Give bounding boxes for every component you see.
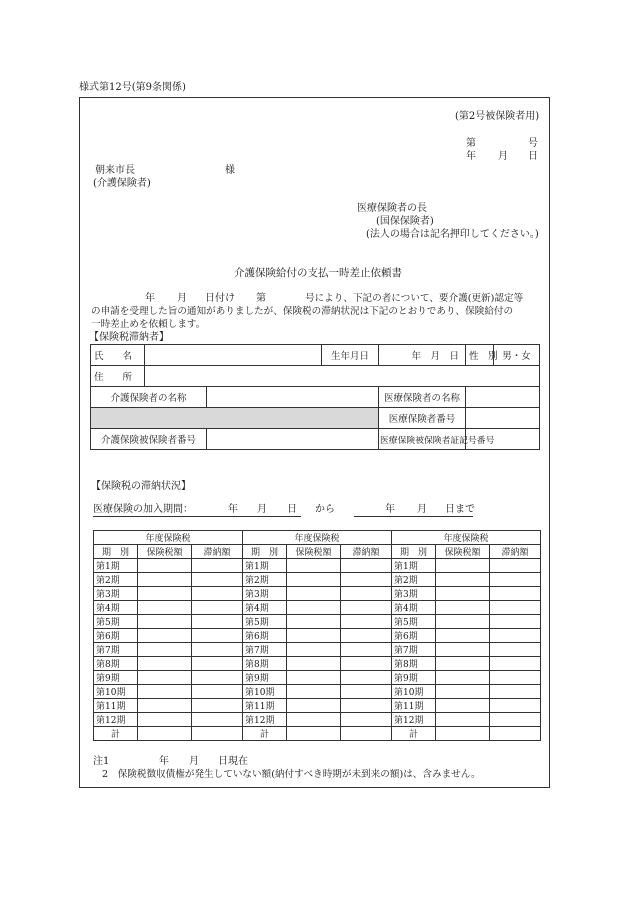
period-cell: 第12期 bbox=[94, 713, 138, 727]
sender-note: (法人の場合は記名押印してください。) bbox=[366, 229, 539, 240]
table-row bbox=[392, 601, 541, 615]
arrears-cell[interactable] bbox=[192, 643, 243, 657]
tax-amount-cell[interactable] bbox=[138, 671, 192, 685]
total-tax-cell[interactable] bbox=[138, 727, 192, 741]
date-year: 年 bbox=[466, 151, 476, 162]
period-cell: 第3期 bbox=[94, 587, 138, 601]
document-title: 介護保険給付の支払一時差止依頼書 bbox=[234, 267, 402, 279]
year-header: 年度保険税 bbox=[94, 531, 243, 545]
table-row bbox=[94, 671, 243, 685]
care-insured-no-label: 介護保険被保険者番号 bbox=[91, 429, 207, 450]
tax-amount-cell[interactable] bbox=[436, 615, 490, 629]
arrears-cell[interactable] bbox=[490, 671, 541, 685]
total-label: 計 bbox=[392, 727, 436, 741]
period-cell: 第6期 bbox=[243, 629, 287, 643]
table-row bbox=[392, 559, 541, 573]
table-row bbox=[243, 601, 392, 615]
table-row bbox=[392, 657, 541, 671]
arrears-cell[interactable] bbox=[341, 657, 392, 671]
table-row bbox=[243, 685, 392, 699]
col-tax: 保険税額 bbox=[138, 545, 192, 559]
tax-amount-cell[interactable] bbox=[138, 615, 192, 629]
arrears-cell[interactable] bbox=[341, 699, 392, 713]
tax-amount-cell[interactable] bbox=[138, 629, 192, 643]
tax-amount-cell[interactable] bbox=[138, 713, 192, 727]
period-cell: 第2期 bbox=[392, 573, 436, 587]
care-insured-no-value[interactable] bbox=[207, 429, 379, 450]
arrears-cell[interactable] bbox=[192, 573, 243, 587]
arrears-cell[interactable] bbox=[490, 643, 541, 657]
period-cell: 第11期 bbox=[243, 699, 287, 713]
arrears-cell[interactable] bbox=[490, 573, 541, 587]
tax-amount-cell[interactable] bbox=[287, 699, 341, 713]
period-cell: 第12期 bbox=[243, 713, 287, 727]
period-month: 月 bbox=[257, 504, 267, 515]
period-cell: 第6期 bbox=[94, 629, 138, 643]
year-header: 年度保険税 bbox=[392, 531, 541, 545]
tax-amount-cell[interactable] bbox=[138, 699, 192, 713]
period-cell: 第6期 bbox=[392, 629, 436, 643]
table-row bbox=[392, 615, 541, 629]
tax-amount-cell[interactable] bbox=[436, 643, 490, 657]
arrears-cell[interactable] bbox=[341, 587, 392, 601]
tax-amount-cell[interactable] bbox=[436, 601, 490, 615]
period-day: 日 bbox=[287, 504, 297, 515]
addressee-city-head: 朝来市長 bbox=[95, 165, 135, 176]
period-underline-2 bbox=[354, 516, 473, 517]
arrears-cell[interactable] bbox=[341, 573, 392, 587]
table-row bbox=[94, 629, 243, 643]
period-cell: 第3期 bbox=[392, 587, 436, 601]
period-underline bbox=[93, 516, 301, 517]
table-row bbox=[243, 671, 392, 685]
sex-label: 性 別 bbox=[466, 345, 494, 366]
tax-amount-cell[interactable] bbox=[287, 587, 341, 601]
arrears-cell[interactable] bbox=[490, 629, 541, 643]
col-period: 期 別 bbox=[392, 545, 436, 559]
table-row bbox=[243, 559, 392, 573]
payment-table-3 bbox=[391, 530, 541, 741]
total-tax-cell[interactable] bbox=[287, 727, 341, 741]
arrears-cell[interactable] bbox=[490, 559, 541, 573]
table-row bbox=[94, 559, 243, 573]
insurer-name-value[interactable] bbox=[207, 387, 379, 408]
note2: 2 保険税徴収債権が発生していない額(納付すべき時期が未到来の額)は、含みません。 bbox=[102, 769, 481, 780]
period-from: から bbox=[315, 504, 335, 515]
address-label: 住 所 bbox=[91, 366, 145, 387]
tax-amount-cell[interactable] bbox=[138, 573, 192, 587]
tax-amount-cell[interactable] bbox=[287, 601, 341, 615]
tax-amount-cell[interactable] bbox=[436, 573, 490, 587]
arrears-cell[interactable] bbox=[490, 601, 541, 615]
year-header: 年度保険税 bbox=[243, 531, 392, 545]
period-cell: 第8期 bbox=[243, 657, 287, 671]
note1-label: 注1 bbox=[93, 756, 110, 767]
total-tax-cell[interactable] bbox=[436, 727, 490, 741]
table-row bbox=[94, 643, 243, 657]
total-arrears-cell[interactable] bbox=[192, 727, 243, 741]
period-cell: 第9期 bbox=[392, 671, 436, 685]
table-row bbox=[392, 699, 541, 713]
period-cell: 第5期 bbox=[94, 615, 138, 629]
body-month: 月 bbox=[177, 293, 187, 304]
tax-amount-cell[interactable] bbox=[436, 671, 490, 685]
table-row bbox=[243, 713, 392, 727]
table-row bbox=[94, 699, 243, 713]
note1-day: 日現在 bbox=[218, 756, 248, 767]
table-row bbox=[243, 643, 392, 657]
date-day: 日 bbox=[528, 151, 538, 162]
tax-amount-cell[interactable] bbox=[436, 685, 490, 699]
tax-amount-cell[interactable] bbox=[138, 601, 192, 615]
tax-amount-cell[interactable] bbox=[287, 559, 341, 573]
period-until-month: 月 bbox=[417, 504, 427, 515]
arrears-cell[interactable] bbox=[490, 699, 541, 713]
body-year: 年 bbox=[145, 293, 155, 304]
period-cell: 第8期 bbox=[392, 657, 436, 671]
sender-title: 医療保険者の長 bbox=[357, 203, 427, 214]
doc-number-go: 号 bbox=[528, 138, 538, 149]
period-until-year: 年 bbox=[385, 504, 395, 515]
arrears-cell[interactable] bbox=[341, 601, 392, 615]
note1-year: 年 bbox=[159, 756, 169, 767]
arrears-cell[interactable] bbox=[192, 685, 243, 699]
tax-amount-cell[interactable] bbox=[138, 559, 192, 573]
med-insurer-name-value[interactable] bbox=[466, 387, 540, 408]
insurer-name-label: 介護保険者の名称 bbox=[91, 387, 207, 408]
table-row bbox=[94, 713, 243, 727]
tax-amount-cell[interactable] bbox=[287, 657, 341, 671]
doc-number-dai: 第 bbox=[466, 138, 476, 149]
table-row bbox=[243, 615, 392, 629]
arrears-cell[interactable] bbox=[192, 587, 243, 601]
period-cell: 第4期 bbox=[392, 601, 436, 615]
period-cell: 第10期 bbox=[243, 685, 287, 699]
arrears-cell[interactable] bbox=[192, 629, 243, 643]
period-cell: 第7期 bbox=[94, 643, 138, 657]
col-tax: 保険税額 bbox=[436, 545, 490, 559]
tax-amount-cell[interactable] bbox=[436, 629, 490, 643]
addressee-sama: 様 bbox=[225, 165, 235, 176]
period-cell: 第3期 bbox=[243, 587, 287, 601]
period-cell: 第7期 bbox=[243, 643, 287, 657]
payment-table-2 bbox=[242, 530, 392, 741]
arrears-cell[interactable] bbox=[341, 713, 392, 727]
total-arrears-cell[interactable] bbox=[490, 727, 541, 741]
note1-month: 月 bbox=[189, 756, 199, 767]
delinquent-info-table bbox=[90, 344, 540, 450]
total-arrears-cell[interactable] bbox=[341, 727, 392, 741]
tax-amount-cell[interactable] bbox=[436, 699, 490, 713]
tax-amount-cell[interactable] bbox=[287, 685, 341, 699]
table-row bbox=[243, 657, 392, 671]
arrears-cell[interactable] bbox=[192, 671, 243, 685]
period-cell: 第11期 bbox=[94, 699, 138, 713]
period-cell: 第2期 bbox=[243, 573, 287, 587]
tax-amount-cell[interactable] bbox=[287, 629, 341, 643]
arrears-cell[interactable] bbox=[490, 615, 541, 629]
period-cell: 第4期 bbox=[94, 601, 138, 615]
table-row bbox=[94, 615, 243, 629]
tax-amount-cell[interactable] bbox=[287, 615, 341, 629]
table-row bbox=[392, 629, 541, 643]
period-cell: 第9期 bbox=[94, 671, 138, 685]
tax-amount-cell[interactable] bbox=[436, 587, 490, 601]
arrears-cell[interactable] bbox=[341, 629, 392, 643]
table-row bbox=[94, 657, 243, 671]
arrears-cell[interactable] bbox=[192, 601, 243, 615]
sex-value[interactable]: 男・女 bbox=[494, 345, 540, 366]
period-label: 医療保険の加入期間： bbox=[93, 504, 193, 515]
period-cell: 第5期 bbox=[243, 615, 287, 629]
body-dai: 第 bbox=[256, 293, 266, 304]
birth-date[interactable]: 年 月 日 bbox=[379, 345, 466, 366]
arrears-cell[interactable] bbox=[192, 615, 243, 629]
arrears-cell[interactable] bbox=[341, 559, 392, 573]
table-row bbox=[392, 685, 541, 699]
tax-amount-cell[interactable] bbox=[287, 713, 341, 727]
tax-amount-cell[interactable] bbox=[138, 587, 192, 601]
period-cell: 第10期 bbox=[392, 685, 436, 699]
period-cell: 第12期 bbox=[392, 713, 436, 727]
payment-table-1 bbox=[93, 530, 243, 741]
table-row bbox=[392, 643, 541, 657]
insured-type: (第2号被保険者用) bbox=[455, 111, 540, 122]
table-row bbox=[392, 671, 541, 685]
arrears-cell[interactable] bbox=[490, 713, 541, 727]
name-value[interactable] bbox=[145, 345, 322, 366]
tax-amount-cell[interactable] bbox=[138, 685, 192, 699]
table-row bbox=[243, 573, 392, 587]
period-cell: 第2期 bbox=[94, 573, 138, 587]
arrears-cell[interactable] bbox=[341, 671, 392, 685]
table-row bbox=[94, 587, 243, 601]
arrears-cell[interactable] bbox=[192, 699, 243, 713]
tax-amount-cell[interactable] bbox=[436, 559, 490, 573]
period-cell: 第11期 bbox=[392, 699, 436, 713]
body-dated: 日付け bbox=[205, 293, 235, 304]
col-period: 期 別 bbox=[94, 545, 138, 559]
arrears-cell[interactable] bbox=[490, 657, 541, 671]
arrears-cell[interactable] bbox=[341, 685, 392, 699]
col-period: 期 別 bbox=[243, 545, 287, 559]
tax-amount-cell[interactable] bbox=[138, 643, 192, 657]
period-until-day: 日まで bbox=[445, 504, 475, 515]
med-insurer-name-label: 医療保険者の名称 bbox=[379, 387, 466, 408]
table-row bbox=[392, 713, 541, 727]
period-cell: 第8期 bbox=[94, 657, 138, 671]
period-cell: 第10期 bbox=[94, 685, 138, 699]
arrears-cell[interactable] bbox=[192, 657, 243, 671]
body-line2: の申請を受理した旨の通知がありましたが、保険税の滞納状況は下記のとおりであり、保険給付の bbox=[91, 306, 514, 317]
tax-amount-cell[interactable] bbox=[287, 671, 341, 685]
table-row bbox=[392, 587, 541, 601]
arrears-cell[interactable] bbox=[192, 559, 243, 573]
arrears-cell[interactable] bbox=[490, 685, 541, 699]
med-insured-card-label: 医療保険被保険者証記号番号 bbox=[379, 429, 466, 450]
table-row bbox=[94, 685, 243, 699]
table-row bbox=[243, 699, 392, 713]
body-line1-rest: 号により、下記の者について、要介護(更新)認定等 bbox=[305, 293, 524, 304]
period-cell: 第7期 bbox=[392, 643, 436, 657]
table-row bbox=[94, 601, 243, 615]
med-insurer-no-value[interactable] bbox=[466, 408, 540, 429]
tax-amount-cell[interactable] bbox=[138, 657, 192, 671]
tax-amount-cell[interactable] bbox=[287, 573, 341, 587]
shaded-cell bbox=[91, 408, 379, 429]
tax-amount-cell[interactable] bbox=[287, 643, 341, 657]
period-cell: 第1期 bbox=[94, 559, 138, 573]
birth-label: 生年月日 bbox=[322, 345, 379, 366]
period-cell: 第4期 bbox=[243, 601, 287, 615]
arrears-cell[interactable] bbox=[341, 643, 392, 657]
name-label: 氏 名 bbox=[91, 345, 145, 366]
tax-amount-cell[interactable] bbox=[436, 657, 490, 671]
period-cell: 第1期 bbox=[243, 559, 287, 573]
body-line3: 一時差止めを依頼します。 bbox=[91, 319, 206, 330]
arrears-cell[interactable] bbox=[490, 587, 541, 601]
table-row bbox=[392, 573, 541, 587]
total-label: 計 bbox=[94, 727, 138, 741]
period-cell: 第9期 bbox=[243, 671, 287, 685]
tax-amount-cell[interactable] bbox=[436, 713, 490, 727]
arrears-cell[interactable] bbox=[341, 615, 392, 629]
status-heading: 【保険税の滞納状況】 bbox=[91, 481, 191, 492]
col-arrears: 滞納額 bbox=[490, 545, 541, 559]
col-arrears: 滞納額 bbox=[341, 545, 392, 559]
col-tax: 保険税額 bbox=[287, 545, 341, 559]
period-cell: 第5期 bbox=[392, 615, 436, 629]
col-arrears: 滞納額 bbox=[192, 545, 243, 559]
table-row bbox=[243, 629, 392, 643]
delinquent-heading: 【保険税滞納者】 bbox=[89, 332, 169, 343]
sender-sub: (国保保険者) bbox=[376, 216, 434, 227]
med-insurer-no-label: 医療保険者番号 bbox=[379, 408, 466, 429]
table-row bbox=[94, 573, 243, 587]
table-row bbox=[243, 587, 392, 601]
address-value[interactable] bbox=[145, 366, 540, 387]
period-year: 年 bbox=[228, 504, 238, 515]
date-month: 月 bbox=[498, 151, 508, 162]
period-cell: 第1期 bbox=[392, 559, 436, 573]
arrears-cell[interactable] bbox=[192, 713, 243, 727]
total-label: 計 bbox=[243, 727, 287, 741]
form-number: 様式第12号(第9条関係) bbox=[79, 82, 186, 93]
addressee-role: (介護保険者) bbox=[93, 178, 151, 189]
